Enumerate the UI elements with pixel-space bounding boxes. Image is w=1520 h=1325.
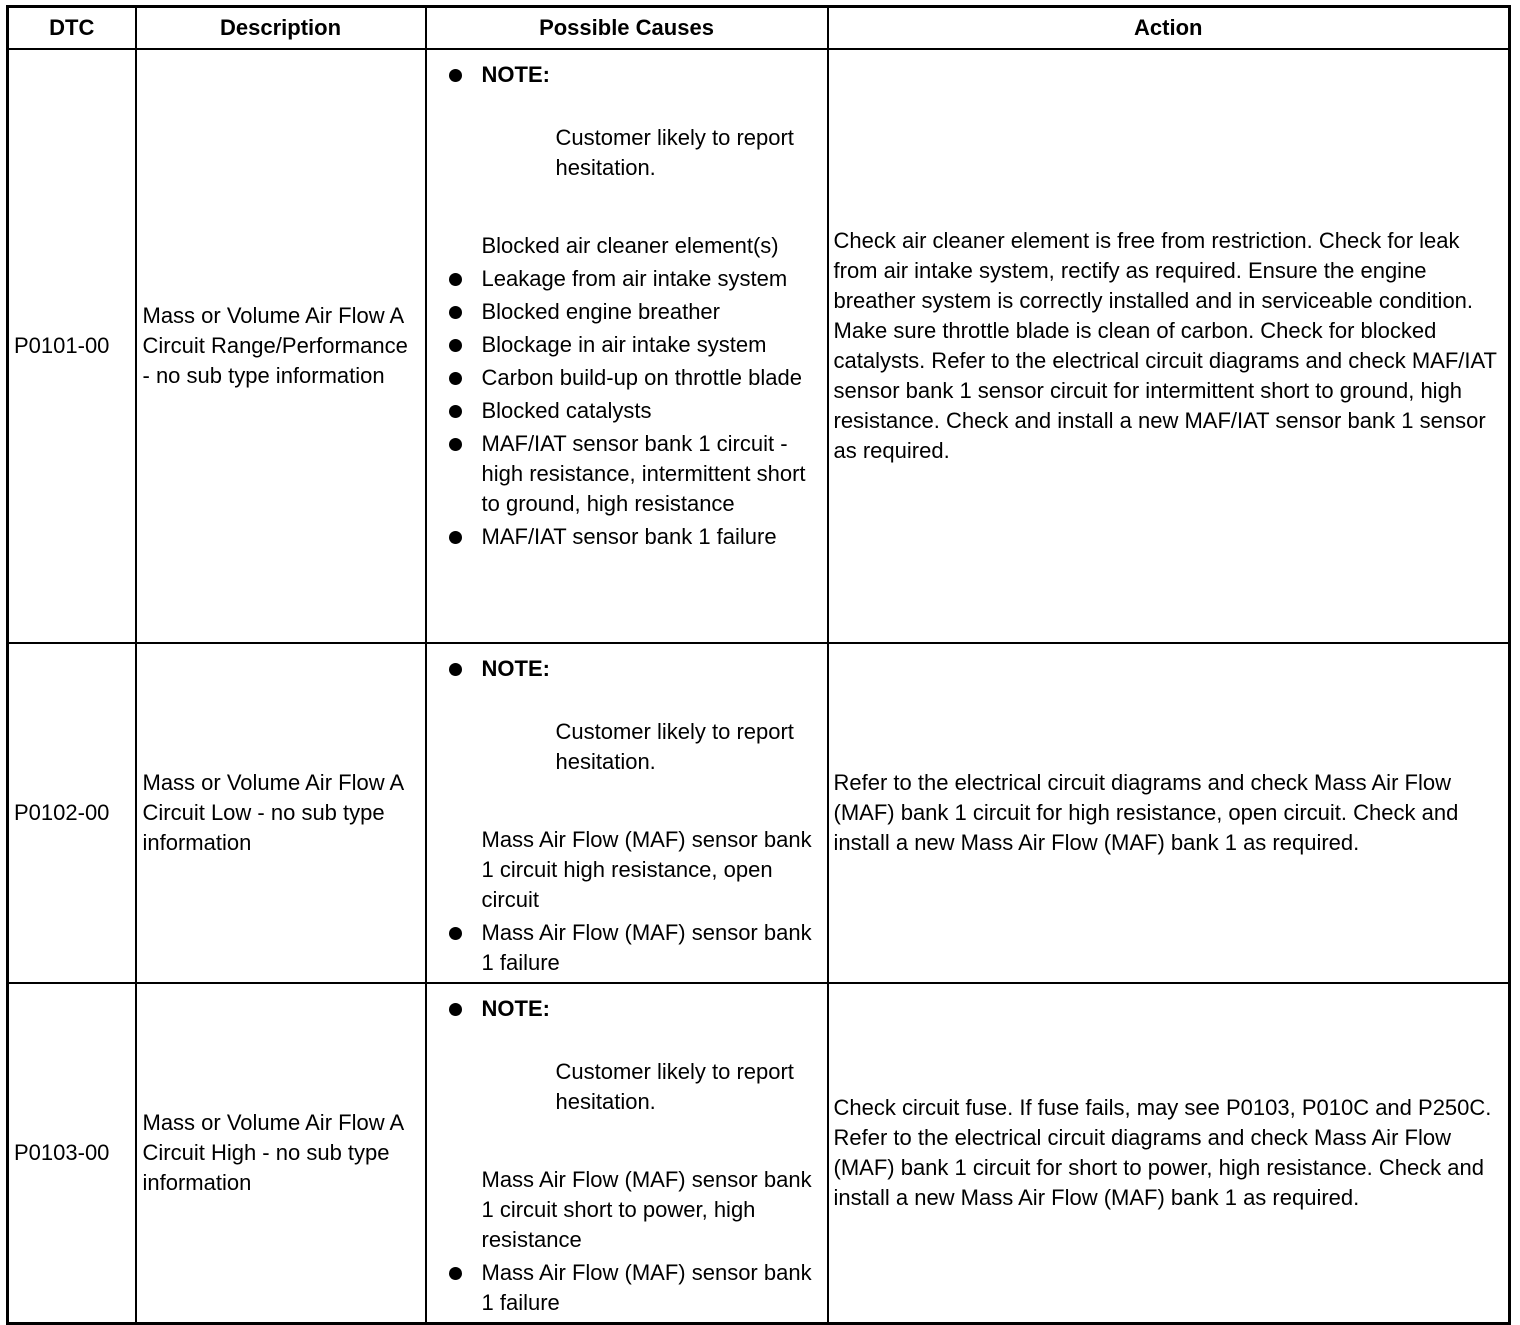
dtc-code: P0103-00: [8, 983, 136, 1324]
cause-item: Leakage from air intake system: [427, 264, 821, 294]
note-text: Customer likely to report hesitation.: [555, 1059, 794, 1114]
table-row: [8, 983, 1510, 1324]
cause-item: Blockage in air intake system: [427, 330, 821, 360]
header-description: Description: [136, 7, 426, 50]
note-label: NOTE:: [481, 996, 550, 1021]
cause-item: Mass Air Flow (MAF) sensor bank 1 circuit high resistance, open circuit: [481, 827, 812, 912]
header-row: [8, 7, 1510, 50]
note-item: [427, 654, 821, 777]
dtc-table: [6, 5, 1511, 1325]
dtc-description: Mass or Volume Air Flow A Circuit High - no sub type information: [136, 983, 426, 1324]
dtc-description: Mass or Volume Air Flow A Circuit Low - no sub type information: [136, 643, 426, 983]
dtc-action: Check circuit fuse. If fuse fails, may see P0103, P010C and P250C. Refer to the electrical circuit diagrams and check Mass Air Flow (MAF) bank 1 circuit for short to power, high resistance. Check and install a new Mass Air Flow (MAF) bank 1 as required.: [828, 983, 1510, 1324]
possible-causes: [426, 49, 828, 643]
cause-item: Mass Air Flow (MAF) sensor bank 1 circuit short to power, high resistance: [481, 1167, 812, 1252]
dtc-action: Refer to the electrical circuit diagrams and check Mass Air Flow (MAF) bank 1 circuit for high resistance, open circuit. Check and install a new Mass Air Flow (MAF) bank 1 as required.: [828, 643, 1510, 983]
note-text: Customer likely to report hesitation.: [555, 125, 794, 180]
note-text: Customer likely to report hesitation.: [555, 719, 794, 774]
cause-item: Mass Air Flow (MAF) sensor bank 1 failure: [427, 918, 821, 978]
cause-item: Mass Air Flow (MAF) sensor bank 1 failure: [427, 1258, 821, 1318]
cause-item: Blocked catalysts: [427, 396, 821, 426]
header-dtc: DTC: [8, 7, 136, 50]
table-row: [8, 49, 1510, 643]
cause-item: Carbon build-up on throttle blade: [427, 363, 821, 393]
note-label: NOTE:: [481, 62, 550, 87]
cause-item: Blocked air cleaner element(s): [481, 233, 779, 258]
note-item: [427, 994, 821, 1117]
table-row: [8, 643, 1510, 983]
dtc-description: Mass or Volume Air Flow A Circuit Range/Performance - no sub type information: [136, 49, 426, 643]
note-label: NOTE:: [481, 656, 550, 681]
header-possible-causes: Possible Causes: [426, 7, 828, 50]
cause-item: MAF/IAT sensor bank 1 failure: [427, 522, 821, 552]
cause-item: MAF/IAT sensor bank 1 circuit - high resistance, intermittent short to ground, high resistance: [427, 429, 821, 519]
possible-causes: [426, 643, 828, 983]
dtc-action: Check air cleaner element is free from restriction. Check for leak from air intake system, rectify as required. Ensure the engine breather system is correctly installed and in serviceable condition. Make sure throttle blade is clean of carbon. Check for blocked catalysts. Refer to the electrical circuit diagrams and check MAF/IAT sensor bank 1 sensor circuit for intermittent short to ground, high resistance. Check and install a new MAF/IAT sensor bank 1 sensor as required.: [828, 49, 1510, 643]
note-item: [427, 60, 821, 183]
dtc-code: P0101-00: [8, 49, 136, 643]
dtc-code: P0102-00: [8, 643, 136, 983]
possible-causes: [426, 983, 828, 1324]
cause-item: Blocked engine breather: [427, 297, 821, 327]
header-action: Action: [828, 7, 1510, 50]
